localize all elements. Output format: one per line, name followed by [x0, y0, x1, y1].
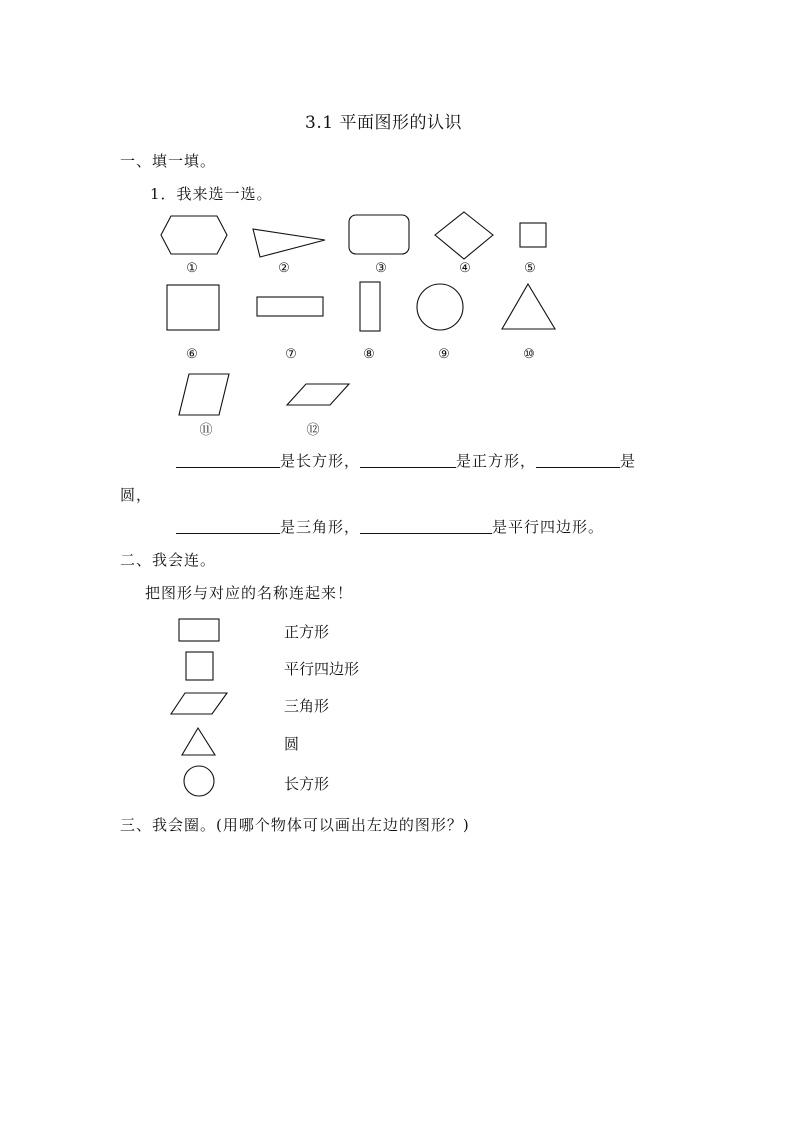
- section-2-instruction: 把图形与对应的名称连起来！: [145, 584, 354, 602]
- match-circle-shape[interactable]: [183, 765, 217, 799]
- shape-number-9: ⑨: [438, 347, 450, 362]
- circle-prompt: 是: [620, 452, 637, 470]
- triangle-shape-10: [500, 282, 558, 332]
- answer-blank-circle[interactable]: [536, 452, 620, 468]
- question-1-label: 1．我来选一选。: [150, 185, 273, 203]
- shape-number-6: ⑥: [186, 347, 198, 362]
- square-prompt: 是正方形，: [456, 452, 537, 470]
- shape-number-2: ②: [278, 261, 290, 276]
- answer-blank-parallelogram[interactable]: [360, 518, 492, 534]
- match-square-shape[interactable]: [185, 651, 215, 683]
- square-shape-6: [166, 284, 222, 332]
- parallelogram-shape-11: [178, 372, 232, 418]
- match-name-square[interactable]: 正方形: [284, 623, 330, 641]
- answer-blank-rectangle[interactable]: [176, 452, 280, 468]
- rectangle-prompt: 是长方形，: [280, 452, 361, 470]
- shape-number-12: ⑫: [306, 423, 320, 438]
- rhombus-shape-4: [433, 210, 497, 262]
- shape-number-7: ⑦: [285, 347, 297, 362]
- tall-rectangle-shape-8: [359, 281, 383, 333]
- hexagon-shape-1: [160, 214, 230, 256]
- match-parallelogram-shape[interactable]: [170, 691, 230, 717]
- match-name-triangle[interactable]: 三角形: [284, 697, 330, 715]
- parallelogram-shape-12: [286, 382, 352, 408]
- shape-number-8: ⑧: [363, 347, 375, 362]
- section-2-heading: 二、我会连。: [120, 551, 217, 569]
- rectangle-shape-7: [256, 296, 326, 318]
- match-name-parallelogram[interactable]: 平行四边形: [284, 660, 360, 678]
- shape-number-5: ⑤: [524, 261, 536, 276]
- fill-line-1: [176, 450, 636, 471]
- shape-number-11: ⑪: [199, 423, 213, 438]
- circle-prompt-wrap: 圆，: [120, 486, 153, 504]
- parallelogram-prompt: 是平行四边形。: [492, 518, 605, 536]
- triangle-prompt: 是三角形，: [280, 518, 361, 536]
- answer-blank-triangle[interactable]: [176, 518, 280, 534]
- section-3-heading: 三、我会圈。(用哪个物体可以画出左边的图形？): [120, 816, 470, 834]
- fill-line-2: [176, 516, 604, 537]
- circle-shape-9: [416, 283, 466, 333]
- shape-number-10: ⑩: [523, 347, 535, 362]
- section-1-heading: 一、填一填。: [120, 152, 217, 170]
- shape-number-1: ①: [186, 261, 198, 276]
- page-title: 3.1 平面图形的认识: [305, 113, 462, 133]
- triangle-shape-2: [250, 226, 330, 260]
- rounded-rectangle-shape-3: [348, 214, 412, 256]
- match-rectangle-shape[interactable]: [178, 618, 222, 644]
- small-square-shape-5: [519, 222, 549, 250]
- answer-blank-square[interactable]: [360, 452, 456, 468]
- match-triangle-shape[interactable]: [180, 726, 218, 758]
- shape-number-4: ④: [459, 261, 471, 276]
- match-name-circle[interactable]: 圆: [284, 735, 300, 753]
- shape-number-3: ③: [375, 261, 387, 276]
- match-name-rectangle[interactable]: 长方形: [284, 775, 330, 793]
